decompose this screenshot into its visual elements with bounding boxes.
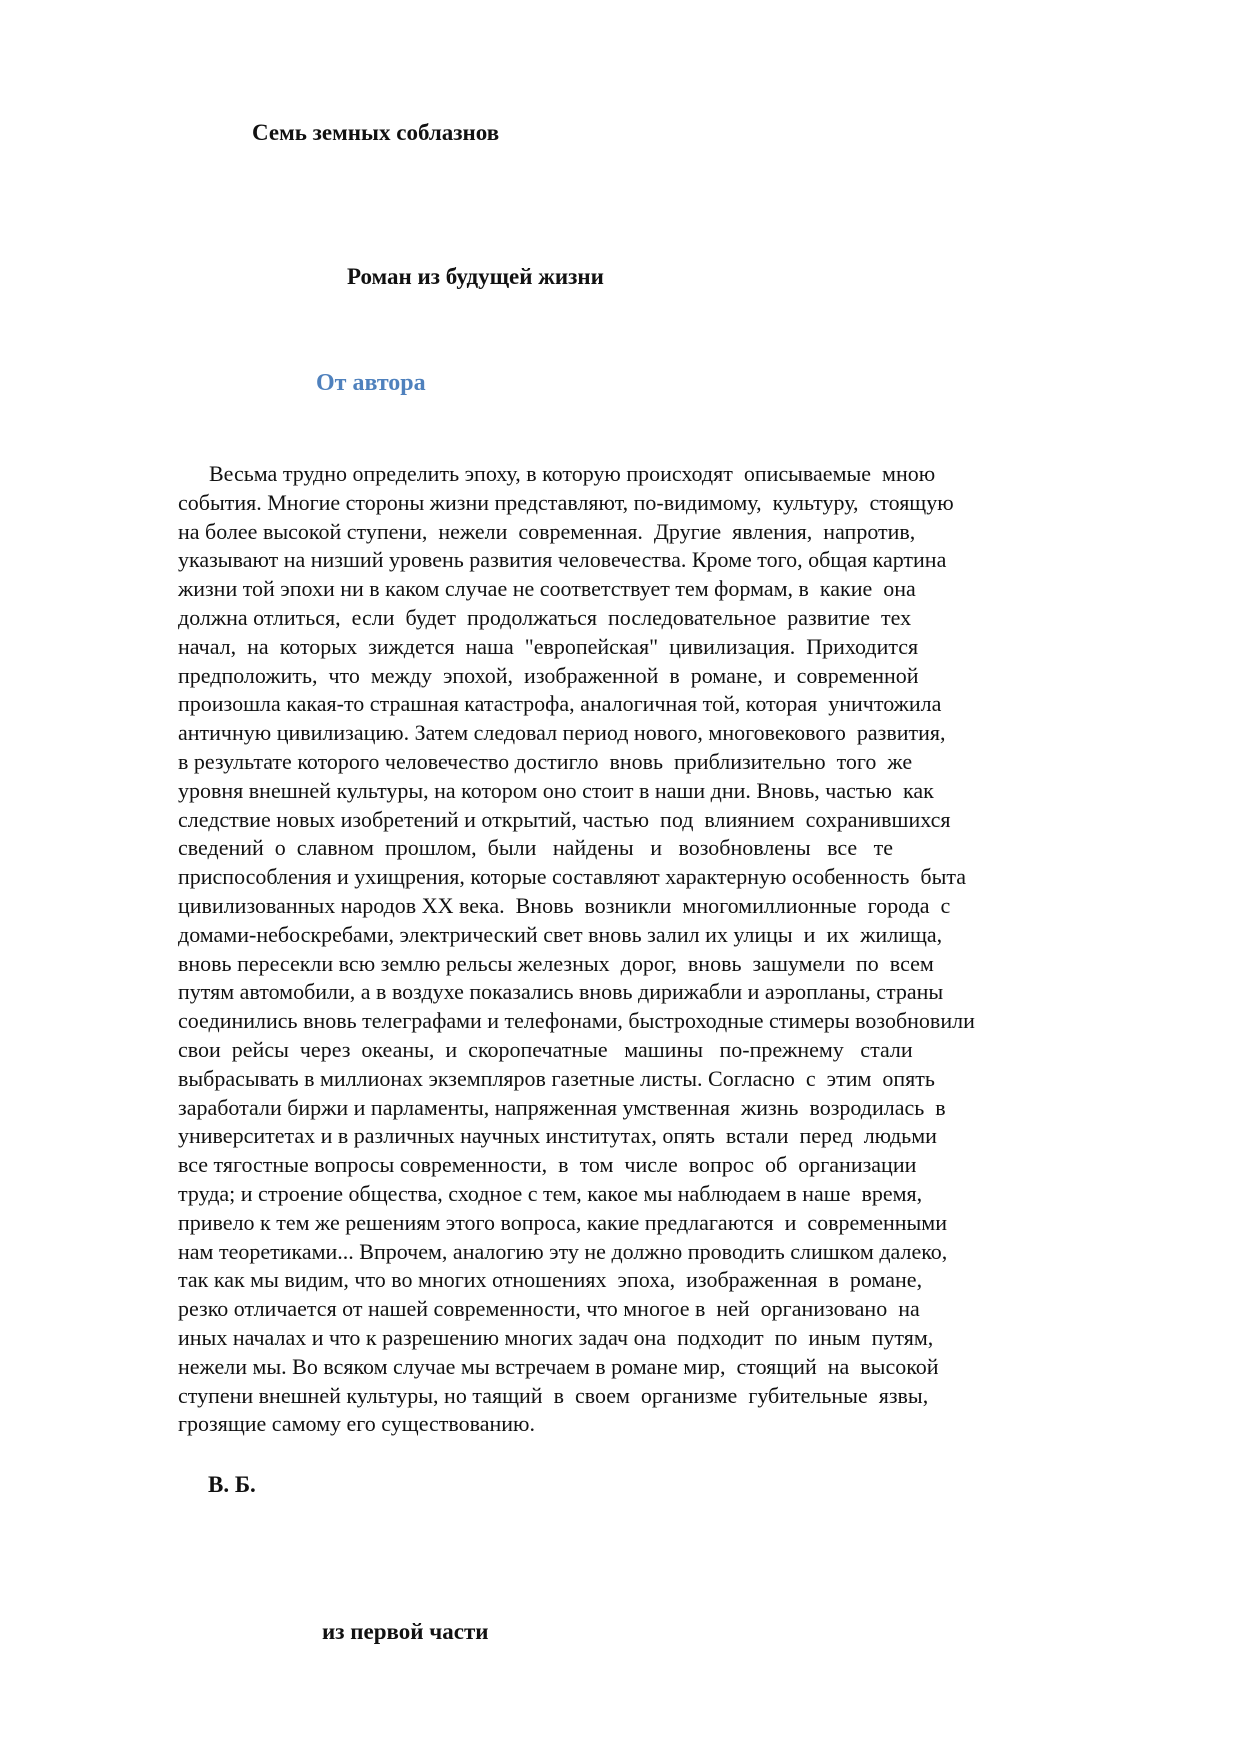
document-subtitle: Роман из будущей жизни (347, 264, 604, 289)
body-line: жизни той эпохи ни в каком случае не соответствует тем формам, в какие она (178, 576, 916, 602)
body-line: на более высокой ступени, нежели современная. Другие явления, напротив, (178, 518, 916, 544)
body-line: античную цивилизацию. Затем следовал период нового, многовекового развития, (178, 720, 946, 746)
body-line: должна отлиться, если будет продолжаться последовательное развитие тех (178, 604, 912, 630)
body-line: заработали биржи и парламенты, напряженная умственная жизнь возродилась в (178, 1094, 946, 1120)
body-line: приспособления и ухищрения, которые составляют характерную особенность быта (178, 864, 967, 890)
body-line: сведений о славном прошлом, были найдены и возобновлены все те (178, 835, 894, 861)
body-line: Весьма трудно определить эпоху, в которую происходят описываемые мною (209, 461, 936, 486)
body-line: все тягостные вопросы современности, в том числе вопрос об организации (178, 1152, 917, 1178)
body-line: путям автомобили, а в воздухе показались вновь дирижабли и аэропланы, страны (178, 979, 944, 1005)
body-line: цивилизованных народов XX века. Вновь возникли многомиллионные города с (178, 892, 951, 918)
body-line: предположить, что между эпохой, изображенной в романе, и современной (178, 662, 919, 688)
body-line: так как мы видим, что во многих отношениях эпоха, изображенная в романе, (178, 1267, 923, 1293)
body-line: грозящие самому его существованию. (178, 1411, 535, 1437)
body-line: нежели мы. Во всяком случае мы встречаем в романе мир, стоящий на высокой (178, 1353, 939, 1379)
body-line: произошла какая-то страшная катастрофа, аналогичная той, которая уничтожила (178, 691, 942, 717)
section-heading: От автора (316, 370, 426, 396)
body-line: нам теоретиками... Впрочем, аналогию эту не должно проводить слишком далеко, (178, 1238, 948, 1264)
body-line: свои рейсы через океаны, и скоропечатные машины по-прежнему стали (178, 1036, 913, 1062)
body-line: вновь пересекли всю землю рельсы железных дорог, вновь зашумели по всем (178, 950, 934, 976)
body-line: начал, на которых зиждется наша "европейская" цивилизация. Приходится (178, 633, 919, 659)
body-line: события. Многие стороны жизни представляют, по-видимому, культуру, стоящую (178, 489, 954, 515)
document-title: Семь земных соблазнов (252, 120, 500, 145)
body-line: в результате которого человечество достигло вновь приблизительно того же (178, 748, 913, 774)
body-line: указывают на низший уровень развития человечества. Кроме того, общая картина (178, 547, 947, 573)
body-line: выбрасывать в миллионах экземпляров газетные листы. Согласно с этим опять (178, 1065, 935, 1091)
body-line: следствие новых изобретений и открытий, частью под влиянием сохранившихся (178, 806, 951, 832)
body-line: университетах и в различных научных институтах, опять встали перед людьми (178, 1123, 937, 1149)
body-line: уровня внешней культуры, на котором оно стоит в наши дни. Вновь, частью как (178, 777, 934, 803)
body-line: ступени внешней культуры, но таящий в своем организме губительные язвы, (178, 1382, 929, 1408)
body-line: труда; и строение общества, сходное с тем, какое мы наблюдаем в наше время, (178, 1180, 923, 1206)
body-line: резко отличается от нашей современности, что многое в ней организовано на (178, 1296, 920, 1322)
body-line: домами-небоскребами, электрический свет вновь залил их улицы и их жилища, (178, 921, 943, 947)
body-line: соединились вновь телеграфами и телефонами, быстроходные стимеры возобновили (178, 1008, 975, 1034)
part-heading: из первой части (322, 1619, 489, 1644)
body-line: привело к тем же решениям этого вопроса, какие предлагаются и современными (178, 1209, 948, 1235)
body-line: иных началах и что к разрешению многих задач она подходит по иным путям, (178, 1324, 934, 1350)
body-paragraph (178, 460, 1098, 1439)
author-signature: В. Б. (208, 1472, 256, 1497)
